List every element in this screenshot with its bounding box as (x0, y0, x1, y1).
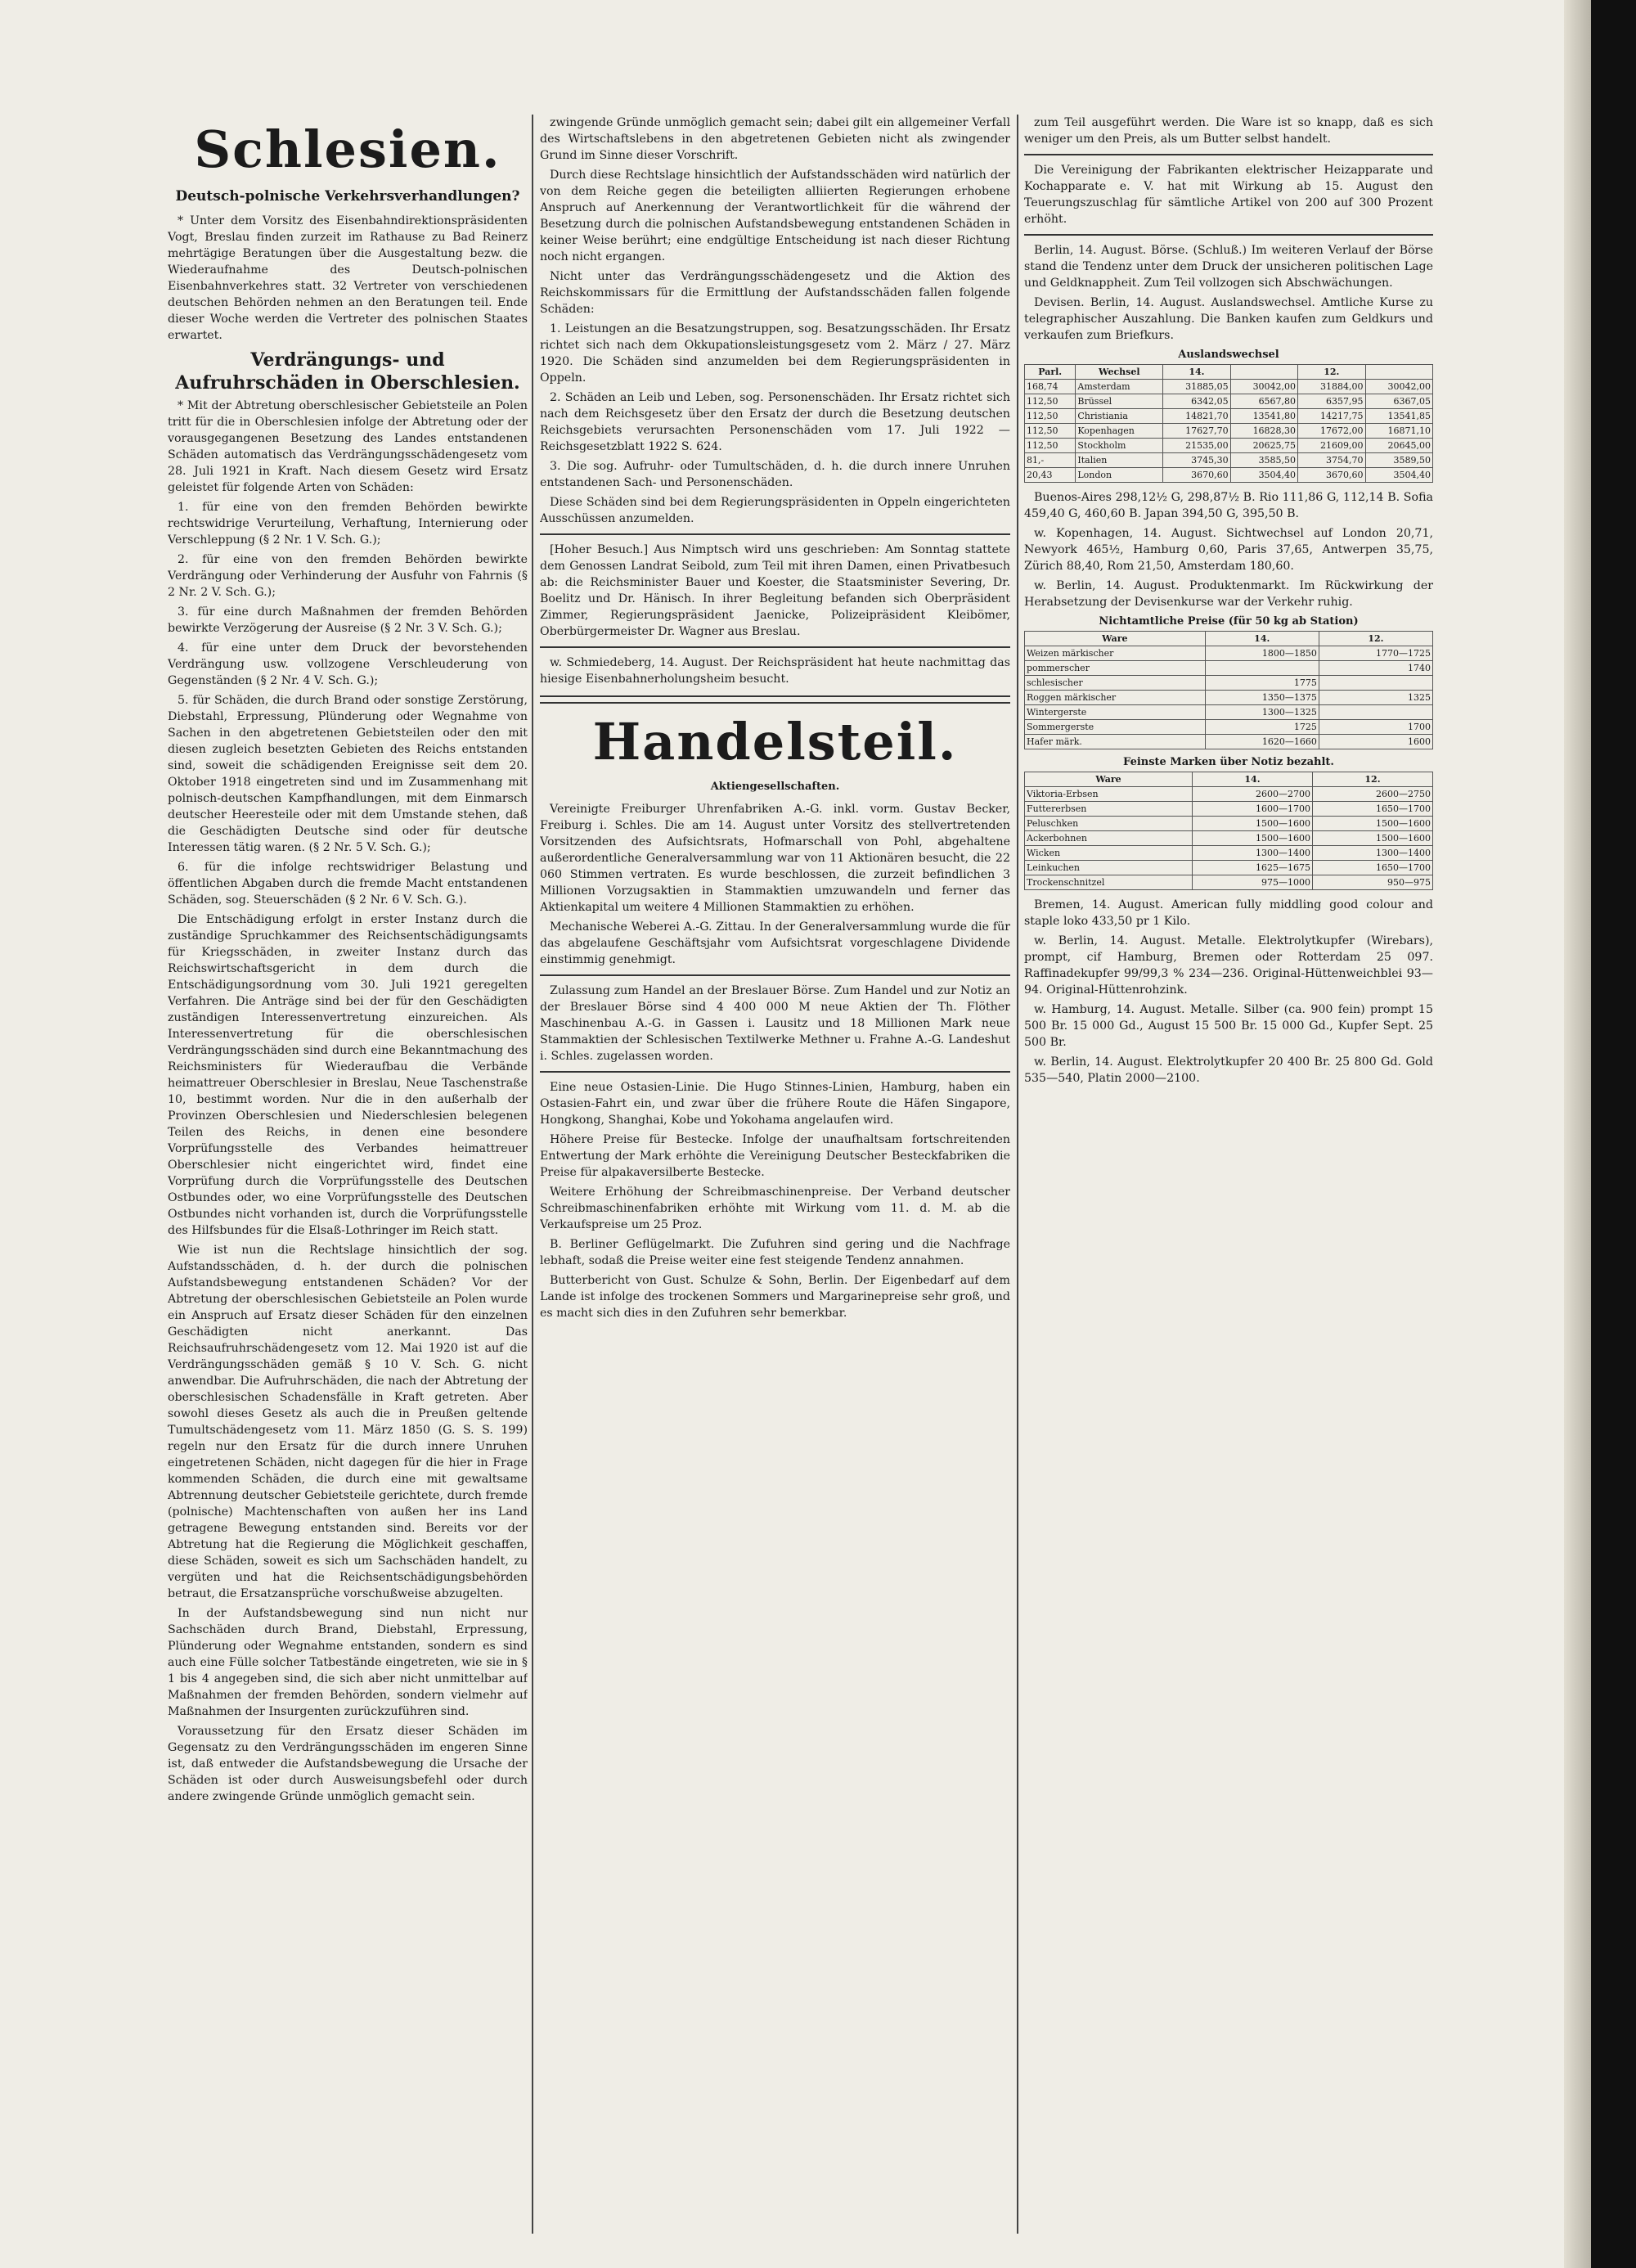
table-row (1025, 875, 1433, 890)
table-row (1025, 676, 1433, 691)
table-cell (1319, 705, 1432, 720)
table-row (1025, 409, 1433, 424)
paragraph: 4. für eine unter dem Druck der bevorstehenden Verdrängung usw. vollzogene Verschleuderung von Gegenständen (§ 2 Nr. 4 V. Sch. G.); (168, 641, 528, 687)
table-cell: 112,50 (1025, 439, 1076, 453)
paragraph: B. Berliner Geflügelmarkt. Die Zufuhren sind gering und die Nachfrage lebhaft, sodaß die Preise weiter eine fest steigende Tendenz annahmen. (540, 1238, 1010, 1267)
table-cell: 950—975 (1312, 875, 1432, 890)
table-cell: Amsterdam (1076, 380, 1163, 394)
table-cell: Christiania (1076, 409, 1163, 424)
paragraph: * Mit der Abtretung oberschlesischer Gebietsteile an Polen tritt für die in Oberschlesien infolge der Abtretung oder der vorausgegangenen Besetzung des Landes entstandenen Schäden automatisch das Verdrängungsschädengesetz vom 28. Juli 1921 in Kraft. Nach diesem Gesetz wird Ersatz geleistet für folgende Arten von Schäden: (168, 399, 528, 494)
table-header-row (1025, 365, 1433, 380)
table-cell: 31885,05 (1163, 380, 1230, 394)
table-cell: schlesischer (1025, 676, 1206, 691)
paragraph: Wie ist nun die Rechtslage hinsichtlich der sog. Aufstandsschäden, d. h. der durch die polnischen Aufstandsbewegung entstandenen Schäden? Vor der Abtretung der oberschlesischen Gebietsteile an Polen wurde ein Anspruch auf Ersatz dieser Schäden für den einzelnen Geschädigten nicht anerkannt. Das Reichsaufruhrschädengesetz vom 12. Mai 1920 ist auf die Verdrängungsschäden gemäß § 10 V. Sch. G. nicht anwendbar. Die Aufruhrschäden, die nach der Abtretung der oberschlesischen Schadensfälle in Kraft getreten. Aber sowohl dieses Gesetz als auch die in Preußen geltende Tumultschädengesetz vom 11. März 1850 (G. S. S. 199) regeln nur den Ersatz für die durch innere Unruhen eingetretenen Schäden, nicht dagegen für die hier in Frage kommenden Schäden, die durch eine mit gewaltsame Abtrennung deutscher Gebietsteile gerichtete, durch fremde (polnische) Machtenschaften von außen her ins Land getragene Bewegung entstanden sind. Bereits vor der Abtretung hat die Regierung die Möglichkeit geschaffen, diese Schäden, soweit es sich um Sachschäden handelt, zu vergüten und hat die Reichsentschädigungsbehörden betraut, die Ersatzansprüche vorschußweise abzugelten. (168, 1244, 528, 1600)
table-cell: 1625—1675 (1192, 861, 1312, 875)
paragraph: Die Vereinigung der Fabrikanten elektrischer Heizapparate und Kochapparate e. V. hat mit Wirkung ab 15. August den Teuerungszuschlag für sämtliche Artikel von 200 auf 300 Prozent erhöht. (1024, 164, 1433, 226)
table-row (1025, 735, 1433, 749)
page-shadow (1564, 0, 1592, 2268)
table-cell: 16828,30 (1230, 424, 1297, 439)
table-cell: 14821,70 (1163, 409, 1230, 424)
scan-border (1591, 0, 1636, 2268)
table-cell: 3670,60 (1298, 468, 1365, 483)
article-boerse: Berlin, 14. August. Börse. (Schluß.) Im weiteren Verlauf der Börse stand die Tendenz unter dem Druck der unsicheren politischen Lage und Geldknappheit. Zum Teil vollzogen sich Abschwächungen. (1024, 244, 1433, 290)
table-cell: Brüssel (1076, 394, 1163, 409)
paragraph: zwingende Gründe unmöglich gemacht sein; dabei gilt ein allgemeiner Verfall des Wirtschaftslebens in den abgetretenen Gebieten nicht als zwingender Grund im Sinne dieser Vorschrift. (540, 116, 1010, 162)
table-cell: 112,50 (1025, 394, 1076, 409)
table-cell: 1350—1375 (1205, 691, 1319, 705)
table-cell: 1700 (1319, 720, 1432, 735)
table-cell: Weizen märkischer (1025, 646, 1206, 661)
table-row (1025, 380, 1433, 394)
table-title: Auslandswechsel (1178, 349, 1279, 361)
table-row (1025, 439, 1433, 453)
table-cell: 1650—1700 (1312, 861, 1432, 875)
table-header-cell: Wechsel (1076, 365, 1163, 380)
table-cell: Sommergerste (1025, 720, 1206, 735)
paragraph: w. Kopenhagen, 14. August. Sichtwechsel auf London 20,71, Newyork 465½, Hamburg 0,60, Paris 37,65, Antwerpen 35,75, Zürich 88,40, Rom 21,50, Amsterdam 180,60. (1024, 527, 1433, 573)
table-cell: 1500—1600 (1192, 831, 1312, 846)
table-cell: 20645,00 (1365, 439, 1432, 453)
table-cell (1205, 661, 1319, 676)
table-cell: 3504,40 (1365, 468, 1432, 483)
table-cell: 20625,75 (1230, 439, 1297, 453)
table-cell: Viktoria-Erbsen (1025, 787, 1193, 802)
table-title: Nichtamtliche Preise (für 50 kg ab Station) (1099, 615, 1359, 628)
rule (1024, 154, 1433, 155)
table-header-row (1025, 632, 1433, 646)
table-cell: Kopenhagen (1076, 424, 1163, 439)
table-row (1025, 787, 1433, 802)
paragraph: Die Entschädigung erfolgt in erster Instanz durch die zuständige Spruchkammer des Reichsentschädigungsamts für Kriegsschäden, in zweiter Instanz durch das Reichswirtschaftsgericht in dem durch die Entschädigungsordnung vom 30. Juli 1921 geregelten Verfahren. Die Anträge sind bei der für den Geschädigten zuständigen Interessenvertretung einzureichen. Als Interessenvertretung für die oberschlesischen Verdrängungsschäden sind durch eine Bekanntmachung des Reichsministers für Wiederaufbau die Verbände heimattreuer Oberschlesier in Breslau, Neue Taschenstraße 10, bestimmt worden. Nur die in den außerhalb der Provinzen Oberschlesien und Niederschlesien belegenen Teilen des Reichs, in denen eine besondere Vorprüfungsstelle des Verbandes heimattreuer Oberschlesier nicht eingerichtet wird, findet eine Vorprüfung durch die Vorprüfungsstelle des Deutschen Ostbundes oder, wo eine Vorprüfungsstelle des Deutschen Ostbundes nicht vorhanden ist, durch die Vorprüfungsstelle des Hilfsbundes für die Elsaß-Lothringer im Reich statt. (168, 913, 528, 1237)
table-cell: 20,43 (1025, 468, 1076, 483)
paragraph: w. Berlin, 14. August. Metalle. Elektrolytkupfer (Wirebars), prompt, cif Hamburg, Bremen oder Rotterdam 25 097. Raffinadekupfer 99/99,3 % 234—236. Original-Hüttenweichblei 93—94. Original-Hüttenrohzink. (1024, 934, 1433, 997)
heading-verdraengungsschaeden: Verdrängungs- und Aufruhrschäden in Oberschlesien. (175, 349, 520, 394)
paragraph: 2. für eine von den fremden Behörden bewirkte Verdrängung oder Verhinderung der Ausfuhr von Fahrnis (§ 2 Nr. 2 V. Sch. G.); (168, 553, 528, 599)
table-feinste-marken (1024, 772, 1433, 890)
table-cell: 21535,00 (1163, 439, 1230, 453)
paragraph: 3. Die sog. Aufruhr- oder Tumultschäden, d. h. die durch innere Unruhen entstandenen Sach- und Personenschäden. (540, 460, 1010, 489)
table-cell: Peluschken (1025, 817, 1193, 831)
table-cell: 6342,05 (1163, 394, 1230, 409)
table-cell: 3754,70 (1298, 453, 1365, 468)
column-rule-1 (532, 115, 533, 2234)
table-cell: 14217,75 (1298, 409, 1365, 424)
table-cell: Italien (1076, 453, 1163, 468)
table-cell: 1500—1600 (1312, 817, 1432, 831)
table-row (1025, 424, 1433, 439)
rule (540, 1071, 1010, 1073)
table-row (1025, 861, 1433, 875)
paragraph: In der Aufstandsbewegung sind nun nicht nur Sachschäden durch Brand, Diebstahl, Erpressung, Plünderung oder Wegnahme entstanden, sondern es sind auch eine Fülle solcher Tatbestände eingetreten, wie sie in § 1 bis 4 angegeben sind, die sich aber nicht unmittelbar auf Maßnahmen der fremden Behörden, sondern vielmehr auf Maßnahmen der Insurgenten zurückzuführen sind. (168, 1607, 528, 1718)
table-row (1025, 846, 1433, 861)
table-header-cell: Parl. (1025, 365, 1076, 380)
table-title: Feinste Marken über Notiz bezahlt. (1123, 756, 1334, 768)
paragraph: Butterbericht von Gust. Schulze & Sohn, Berlin. Der Eigenbedarf auf dem Lande ist infolge des trockenen Sommers und Margarinepreise sehr groß, und es macht sich dies in den Zufuhren sehr bemerkbar. (540, 1274, 1010, 1320)
table-cell: 30042,00 (1230, 380, 1297, 394)
table-cell: 1725 (1205, 720, 1319, 735)
paragraph: w. Berlin, 14. August. Elektrolytkupfer 20 400 Br. 25 800 Gd. Gold 535—540, Platin 2000—2100. (1024, 1055, 1433, 1085)
section-title-handelsteil: Handelsteil. (592, 712, 958, 772)
table-row (1025, 394, 1433, 409)
table-cell: 1775 (1205, 676, 1319, 691)
table-header-cell: 12. (1298, 365, 1365, 380)
article-hoher-besuch: [Hoher Besuch.] Aus Nimptsch wird uns geschrieben: Am Sonntag stattete dem Genossen Landrat Seibold, zum Teil mit ihren Damen, einen Privatbesuch ab: die Reichsminister Bauer und Koester, die Staatsminister Severing, Dr. Boelitz und Dr. Hänisch. In ihrer Begleitung befanden sich Oberpräsident Zimmer, Regierungspräsident Jaenicke, Polizeipräsident Kleibömer, Oberbürgermeister Dr. Wagner aus Breslau. (540, 543, 1010, 638)
table-cell: 1500—1600 (1312, 831, 1432, 846)
paragraph: Mechanische Weberei A.-G. Zittau. In der Generalversammlung wurde die für das abgelaufene Geschäftsjahr vom Aufsichtsrat vorgeschlagene Dividende einstimmig genehmigt. (540, 920, 1010, 966)
table-cell: 1300—1325 (1205, 705, 1319, 720)
table-cell: 3585,50 (1230, 453, 1297, 468)
paragraph: 5. für Schäden, die durch Brand oder sonstige Zerstörung, Diebstahl, Erpressung, Plünderung oder Wegnahme von Sachen in den abgetretenen Gebietsteilen oder den mit diesen zugleich besetzten Gebieten des Reichs entstanden sind, soweit die schädigenden Ereignisse seit dem 20. Oktober 1918 eingetreten sind und im Zusammenhang mit polnisch-deutschen Kampfhandlungen, mit dem Einmarsch deutscher Heeresteile oder mit dem Umstande stehen, daß die Geschädigten Deutsche sind oder für deutsche Interessen tätig waren. (§ 2 Nr. 5 V. Sch. G.); (168, 694, 528, 854)
table-cell: 30042,00 (1365, 380, 1432, 394)
paragraph: Zulassung zum Handel an der Breslauer Börse. Zum Handel und zur Notiz an der Breslauer Börse sind 4 400 000 M neue Aktien der Th. Flöther Maschinenbau A.-G. in Gassen i. Lausitz und 18 Millionen Mark neue Stammaktien der Schlesischen Textilwerke Methner u. Frahne A.-G. Landeshut i. Schles. zugelassen worden. (540, 984, 1010, 1063)
table-cell: 16871,10 (1365, 424, 1432, 439)
table-cell: 3745,30 (1163, 453, 1230, 468)
table-cell: 1740 (1319, 661, 1432, 676)
table-cell: Hafer märk. (1025, 735, 1206, 749)
table-cell: 3589,50 (1365, 453, 1432, 468)
table-cell: 1500—1600 (1192, 817, 1312, 831)
table-header-cell (1230, 365, 1297, 380)
paragraph: Bremen, 14. August. American fully middling good colour and staple loko 433,50 pr 1 Kilo. (1024, 898, 1433, 928)
table-cell: 1325 (1319, 691, 1432, 705)
article-verdraengung-body (168, 398, 528, 1805)
article-schmiedeberg: w. Schmiedeberg, 14. August. Der Reichspräsident hat heute nachmittag das hiesige Eisenbahnerholungsheim besucht. (540, 656, 1010, 686)
table-cell: 6367,05 (1365, 394, 1432, 409)
paragraph: 3. für eine durch Maßnahmen der fremden Behörden bewirkte Verzögerung der Ausreise (§ 2 Nr. 3 V. Sch. G.); (168, 605, 528, 635)
paragraph: 1. für eine von den fremden Behörden bewirkte rechtswidrige Verurteilung, Verhaftung, Internierung oder Verschleppung (§ 2 Nr. 1 V. Sch. G.); (168, 501, 528, 547)
table-cell: Stockholm (1076, 439, 1163, 453)
table-auslandswechsel (1024, 364, 1433, 483)
heading-aktiengesellschaften: Aktiengesellschaften. (710, 781, 840, 793)
paragraph: Weitere Erhöhung der Schreibmaschinenpreise. Der Verband deutscher Schreibmaschinenfabriken erhöhte mit Wirkung vom 11. d. M. ab die Verkaufspreise um 25 Proz. (540, 1186, 1010, 1231)
table-cell: 112,50 (1025, 409, 1076, 424)
article-verkehr: * Unter dem Vorsitz des Eisenbahndirektionspräsidenten Vogt, Breslau finden zurzeit im Rathause zu Bad Reinerz mehrtägige Beratungen über die Ausgestaltung bezw. die Wiederaufnahme des Deutsch-polnischen Eisenbahnverkehres statt. 32 Vertreter von verschiedenen deutschen Behörden nehmen an den Beratungen teil. Ende dieser Woche werden die Vertreter des polnischen Staates erwartet. (168, 214, 528, 342)
table-cell: 1600—1700 (1192, 802, 1312, 817)
table-row (1025, 468, 1433, 483)
paragraph: Vereinigte Freiburger Uhrenfabriken A.-G. inkl. vorm. Gustav Becker, Freiburg i. Schles. Die am 14. August unter Vorsitz des stellvertretenden Vorsitzenden des Aufsichtsrats, Hofmarschall von Pohl, abgehaltene außerordentliche Generalversammlung war von 11 Aktionären besucht, die 22 060 Stimmen vertraten. Es wurde beschlossen, die zurzeit befindlichen 3 Millionen Vorzugsaktien in Stammaktien umzuwandeln und ferner das Aktienkapital um weitere 4 Millionen Stammaktien zu erhöhen. (540, 803, 1010, 914)
table-row (1025, 831, 1433, 846)
column-middle (540, 115, 1010, 2242)
table-cell: 1600 (1319, 735, 1432, 749)
table-row (1025, 817, 1433, 831)
table-cell: 31884,00 (1298, 380, 1365, 394)
paragraph: 6. für die infolge rechtswidriger Belastung und öffentlichen Abgaben durch die fremde Macht entstandenen Schäden, sog. Steuerschäden (§ 2 Nr. 6 V. Sch. G.). (168, 861, 528, 907)
table-header-cell: 14. (1192, 772, 1312, 787)
table-row (1025, 720, 1433, 735)
table-header-row (1025, 772, 1433, 787)
table-row (1025, 646, 1433, 661)
paragraph: 1. Leistungen an die Besatzungstruppen, sog. Besatzungsschäden. Ihr Ersatz richtet sich nach dem Okkupationsleistungsgesetz vom 2. März / 27. März 1920. Die Schäden sind anzumelden bei dem Regierungspräsidenten in Oppeln. (540, 322, 1010, 385)
table-cell: London (1076, 468, 1163, 483)
table-cell: 13541,85 (1365, 409, 1432, 424)
table-row (1025, 661, 1433, 676)
rule (540, 533, 1010, 535)
table-header-cell: Ware (1025, 632, 1206, 646)
table-cell: 1650—1700 (1312, 802, 1432, 817)
table-cell: 6567,80 (1230, 394, 1297, 409)
table-cell: 975—1000 (1192, 875, 1312, 890)
paragraph: Nicht unter das Verdrängungsschädengesetz und die Aktion des Reichskommissars für die Ermittlung der Aufstandsschäden fallen folgende Schäden: (540, 270, 1010, 316)
table-cell: 6357,95 (1298, 394, 1365, 409)
table-cell: 21609,00 (1298, 439, 1365, 453)
table-cell: Trockenschnitzel (1025, 875, 1193, 890)
heading-verkehrsverhandlungen: Deutsch-polnische Verkehrsverhandlungen? (175, 188, 520, 205)
section-title-schlesien: Schlesien. (194, 119, 501, 179)
double-rule (540, 695, 1010, 704)
table-cell: 112,50 (1025, 424, 1076, 439)
table-cell: 17627,70 (1163, 424, 1230, 439)
table-cell: 3670,60 (1163, 468, 1230, 483)
paragraph: 2. Schäden an Leib und Leben, sog. Personenschäden. Ihr Ersatz richtet sich nach dem Reichsgesetz über den Ersatz der durch die Besetzung deutschen Reichsgebiets verursachten Personenschäden vom 17. Juli 1922 — Reichsgesetzblatt 1922 S. 624. (540, 391, 1010, 453)
table-cell: 3504,40 (1230, 468, 1297, 483)
column-rule-2 (1017, 115, 1018, 2234)
paragraph: Eine neue Ostasien-Linie. Die Hugo Stinnes-Linien, Hamburg, haben ein Ostasien-Fahrt ein, und zwar über die frühere Route die Häfen Singapore, Hongkong, Shanghai, Kobe und Yokohama angelaufen wird. (540, 1081, 1010, 1127)
table-cell: 1300—1400 (1312, 846, 1432, 861)
paragraph: Höhere Preise für Bestecke. Infolge der unaufhaltsam fortschreitenden Entwertung der Mark erhöhte die Vereinigung Deutscher Besteckfabriken die Preise für alpakaversilberte Bestecke. (540, 1133, 1010, 1179)
paragraph: w. Berlin, 14. August. Produktenmarkt. Im Rückwirkung der Herabsetzung der Devisenkurse war der Verkehr ruhig. (1024, 579, 1433, 609)
rule (540, 974, 1010, 976)
table-cell: 1620—1660 (1205, 735, 1319, 749)
table-cell: 168,74 (1025, 380, 1076, 394)
table-cell: 81,- (1025, 453, 1076, 468)
table-header-cell (1365, 365, 1432, 380)
table-cell: 2600—2700 (1192, 787, 1312, 802)
table-cell: 17672,00 (1298, 424, 1365, 439)
table-row (1025, 691, 1433, 705)
table-produktenmarkt (1024, 631, 1433, 749)
table-header-cell: Ware (1025, 772, 1193, 787)
table-header-cell: 12. (1319, 632, 1432, 646)
table-cell: Leinkuchen (1025, 861, 1193, 875)
table-cell: 2600—2750 (1312, 787, 1432, 802)
table-cell: Wintergerste (1025, 705, 1206, 720)
table-cell: 1300—1400 (1192, 846, 1312, 861)
paragraph: Durch diese Rechtslage hinsichtlich der Aufstandsschäden wird natürlich der von dem Reiche gegen die beteiligten alliierten Regierungen erhobene Anspruch auf Anerkennung der Verantwortlichkeit für die während der Besetzung durch die polnischen Aufstandsbewegung entstandenen Schäden in keiner Weise berührt; eine endgültige Entscheidung ist nach dieser Richtung noch nicht ergangen. (540, 169, 1010, 263)
table-header-cell: 14. (1163, 365, 1230, 380)
paragraph: w. Hamburg, 14. August. Metalle. Silber (ca. 900 fein) prompt 15 500 Br. 15 000 Gd., August 15 500 Br. 15 000 Gd., Kupfer Sept. 25 500 Br. (1024, 1003, 1433, 1049)
table-row (1025, 705, 1433, 720)
rule (1024, 234, 1433, 236)
table-header-cell: 14. (1205, 632, 1319, 646)
paragraph: Voraussetzung für den Ersatz dieser Schäden im Gegensatz zu den Verdrängungsschäden im engeren Sinne ist, daß entweder die Aufstandsbewegung die Ursache der Schäden ist oder durch Ausweisungsbefehl oder durch andere zwingende Gründe unmöglich gemacht sein. (168, 1725, 528, 1803)
rule (540, 646, 1010, 648)
table-header-cell: 12. (1312, 772, 1432, 787)
table-cell: pommerscher (1025, 661, 1206, 676)
table-row (1025, 453, 1433, 468)
table-cell: 1800—1850 (1205, 646, 1319, 661)
table-cell: Roggen märkischer (1025, 691, 1206, 705)
paragraph: Diese Schäden sind bei dem Regierungspräsidenten in Oppeln eingerichteten Ausschüssen anzumelden. (540, 496, 1010, 525)
table-row (1025, 802, 1433, 817)
table-cell: 13541,80 (1230, 409, 1297, 424)
table-cell: 1770—1725 (1319, 646, 1432, 661)
column-right (1024, 115, 1433, 2242)
paragraph: zum Teil ausgeführt werden. Die Ware ist so knapp, daß es sich weniger um den Preis, als um Butter selbst handelt. (1024, 116, 1433, 146)
paragraph: Buenos-Aires 298,12½ G, 298,87½ B. Rio 111,86 G, 112,14 B. Sofia 459,40 G, 460,60 B. Japan 394,50 G, 395,50 B. (1024, 491, 1433, 520)
table-cell: Wicken (1025, 846, 1193, 861)
table-cell (1319, 676, 1432, 691)
column-left (168, 115, 528, 2242)
table-cell: Ackerbohnen (1025, 831, 1193, 846)
table-cell: Futtererbsen (1025, 802, 1193, 817)
paragraph: Devisen. Berlin, 14. August. Auslandswechsel. Amtliche Kurse zu telegraphischer Auszahlung. Die Banken kaufen zum Geldkurs und verkaufen zum Briefkurs. (1024, 296, 1433, 342)
